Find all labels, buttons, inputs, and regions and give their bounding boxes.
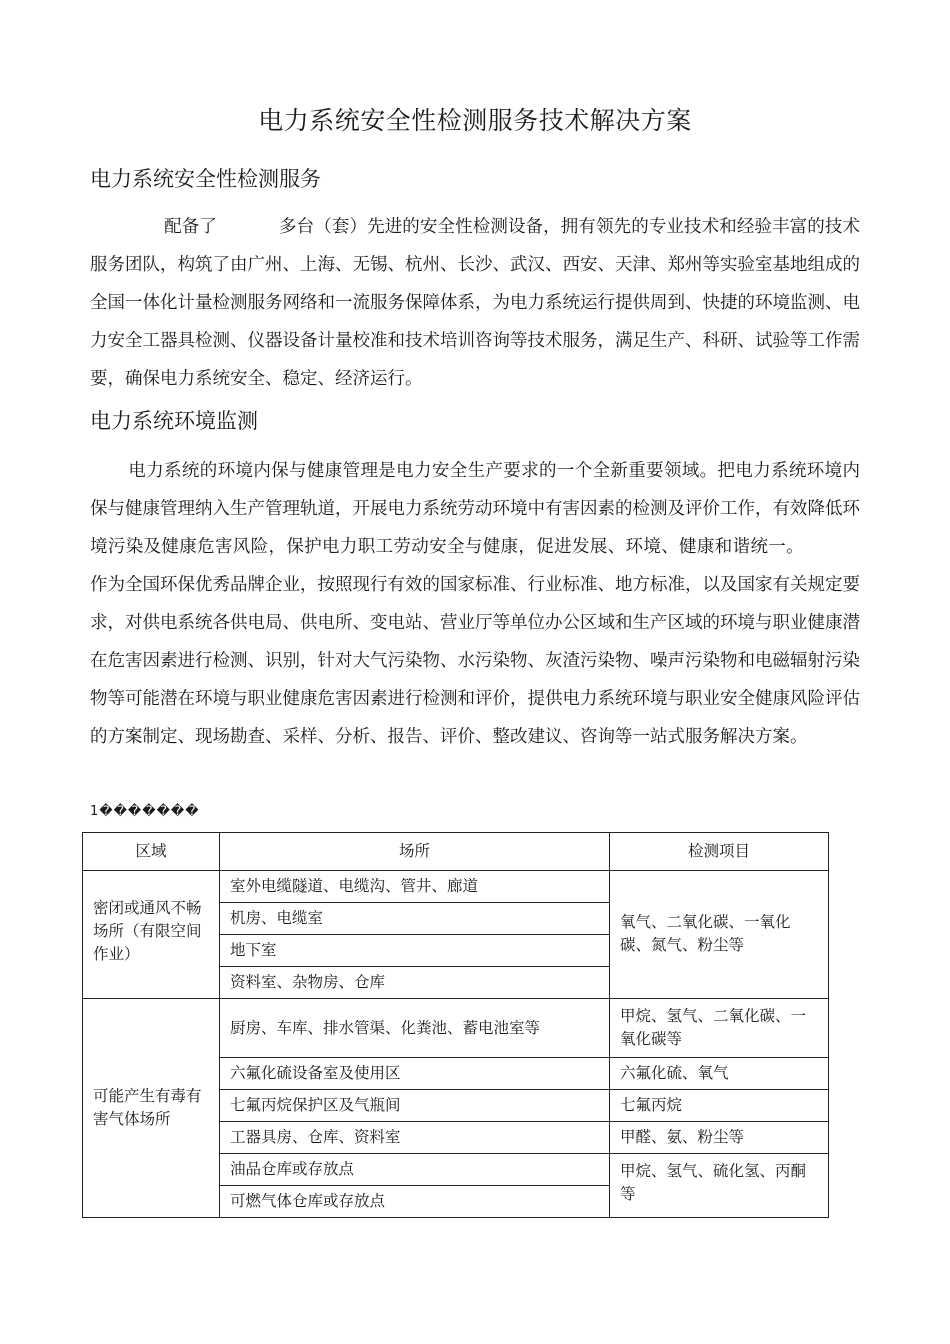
header-items: 检测项目 [610, 833, 829, 871]
paragraph-environment-monitoring [90, 452, 860, 756]
para-body-text: 多台（套）先进的安全性检测设备，拥有领先的专业技术和经验丰富的技术服务团队，构筑了由广州、上海、无锡、杭州、长沙、武汉、西安、天津、郑州等实验室基地组成的全国一体化计量检测服务网络和一流服务保障体系，为电力系统运行提供周到、快捷的环境监测、电力安全工器具检测、仪器设备计量校准和技术培训咨询等技术服务，满足生产、科研、试验等工作需要，确保电力系统安全、稳定、经济运行。 [90, 217, 861, 389]
header-place: 场所 [220, 833, 610, 871]
items-cell: 甲烷、氢气、硫化氢、丙酮等 [610, 1154, 829, 1218]
para-part-1: 电力系统的环境内保与健康管理是电力安全生产要求的一个全新重要领域。把电力系统环境内保与健康管理纳入生产管理轨道，开展电力系统劳动环境中有害因素的检测及评价工作，有效降低环境污染及健康危害风险，保护电力职工劳动安全与健康，促进发展、环境、健康和谐统一。 [90, 461, 860, 557]
table-row [83, 871, 829, 903]
place-cell: 油品仓库或存放点 [220, 1154, 610, 1186]
place-cell: 可燃气体仓库或存放点 [220, 1186, 610, 1218]
items-cell: 甲醛、氨、粉尘等 [610, 1122, 829, 1154]
table-caption: 1������� [90, 804, 200, 819]
paragraph-safety-testing [90, 208, 860, 398]
place-cell: 厨房、车库、排水管渠、化粪池、蓄电池室等 [220, 999, 610, 1058]
section-heading-safety-testing: 电力系统安全性检测服务 [90, 167, 321, 191]
place-cell: 七氟丙烷保护区及气瓶间 [220, 1090, 610, 1122]
items-cell: 六氟化硫、氧气 [610, 1058, 829, 1090]
items-cell: 七氟丙烷 [610, 1090, 829, 1122]
place-cell: 工器具房、仓库、资料室 [220, 1122, 610, 1154]
zone-cell-confined: 密闭或通风不畅场所（有限空间作业） [83, 871, 220, 999]
section-heading-environment-monitoring: 电力系统环境监测 [90, 409, 258, 433]
place-cell: 六氟化硫设备室及使用区 [220, 1058, 610, 1090]
header-zone: 区域 [83, 833, 220, 871]
place-cell: 室外电缆隧道、电缆沟、管井、廊道 [220, 871, 610, 903]
page-title: 电力系统安全性检测服务技术解决方案 [258, 106, 692, 135]
para-lead-text: 配备了 [164, 217, 217, 237]
inspection-table [82, 832, 829, 1218]
items-cell: 甲烷、氢气、二氧化碳、一氧化碳等 [610, 999, 829, 1058]
place-cell: 机房、电缆室 [220, 903, 610, 935]
para-part-2: 作为全国环保优秀品牌企业，按照现行有效的国家标准、行业标准、地方标准，以及国家有关规定要求，对供电系统各供电局、供电所、变电站、营业厅等单位办公区域和生产区域的环境与职业健康潜在危害因素进行检测、识别，针对大气污染物、水污染物、灰渣污染物、噪声污染物和电磁辐射污染物等可能潜在环境与职业健康危害因素进行检测和评价，提供电力系统环境与职业安全健康风险评估的方案制定、现场勘查、采样、分析、报告、评价、整改建议、咨询等一站式服务解决方案。 [90, 575, 860, 747]
table-row [83, 999, 829, 1058]
place-cell: 资料室、杂物房、仓库 [220, 967, 610, 999]
items-cell: 氧气、二氧化碳、一氧化碳、氮气、粉尘等 [610, 871, 829, 999]
zone-cell-toxic-gas: 可能产生有毒有害气体场所 [83, 999, 220, 1218]
table-header-row [83, 833, 829, 871]
place-cell: 地下室 [220, 935, 610, 967]
